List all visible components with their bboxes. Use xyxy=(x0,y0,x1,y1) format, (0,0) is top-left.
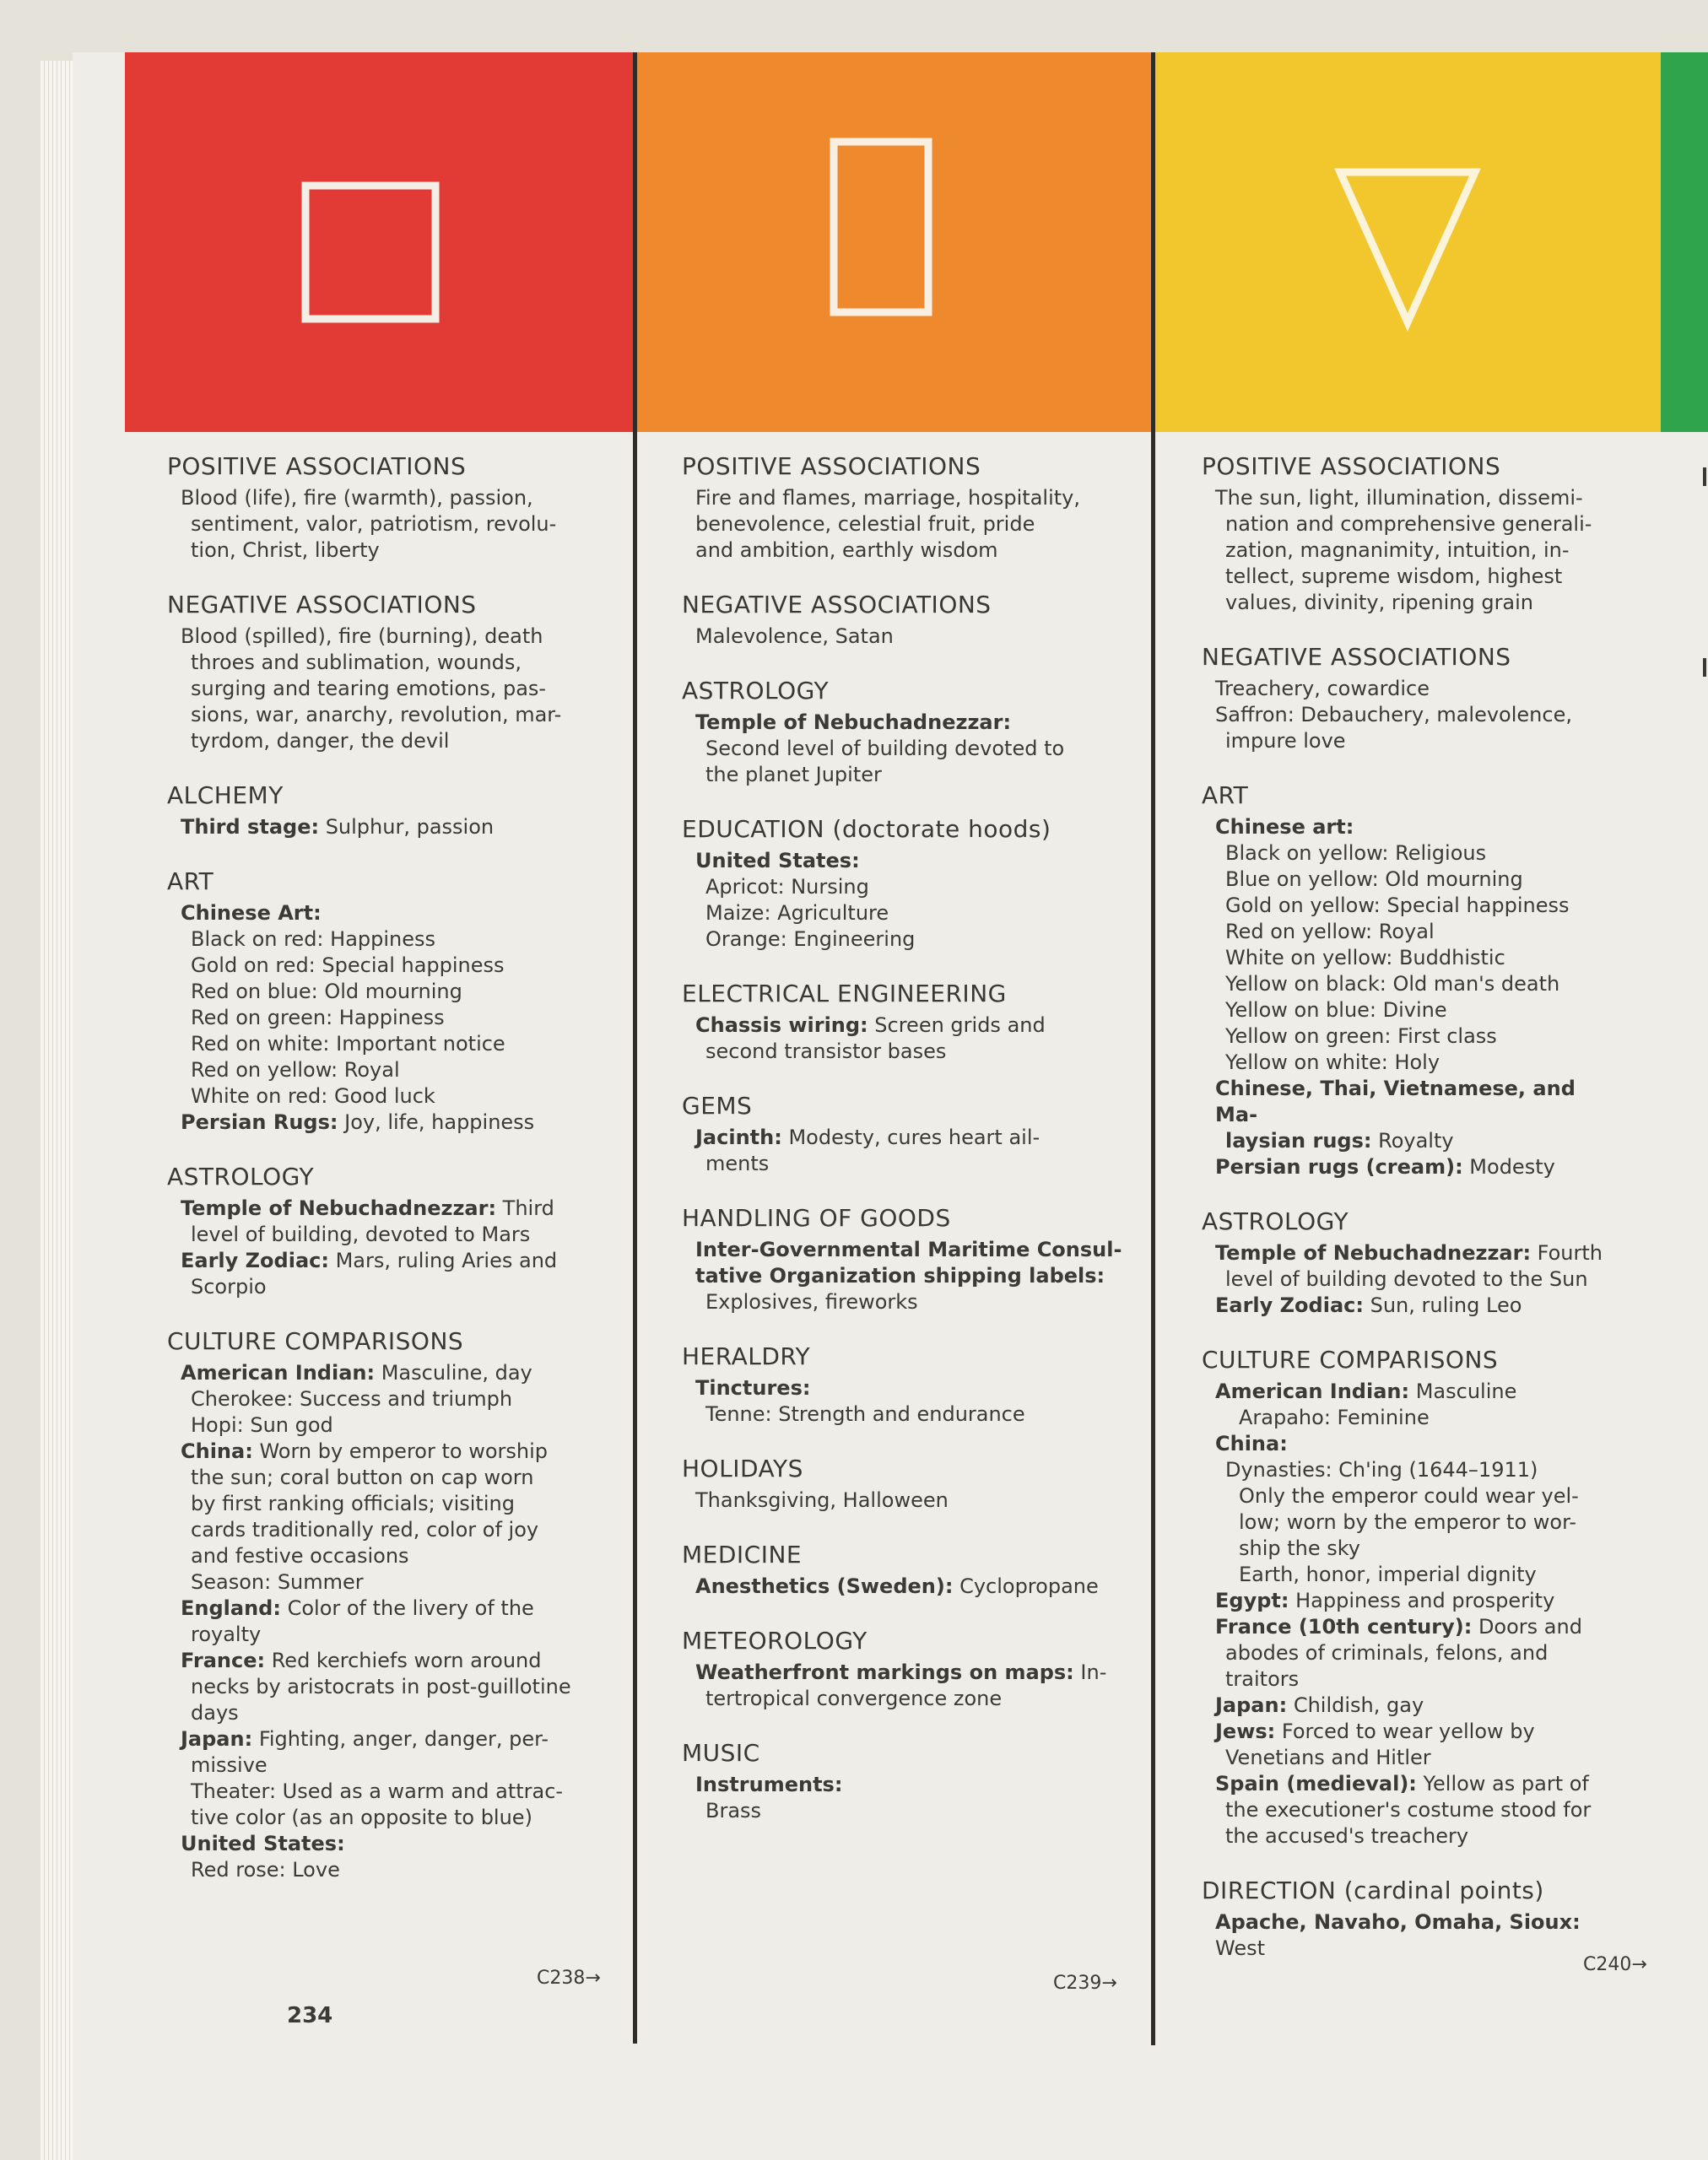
entry-text: Tenne: Strength and endurance xyxy=(705,1402,1025,1426)
section-heading: POSITIVE ASSOCIATIONS xyxy=(167,452,467,480)
entry-label: Persian Rugs: xyxy=(181,1110,338,1134)
entry-text: Scorpio xyxy=(191,1275,267,1299)
entry-label: Chinese, Thai, Vietnamese, and Ma- xyxy=(1215,1077,1576,1126)
entry-text: Masculine xyxy=(1409,1380,1517,1403)
entry-line xyxy=(682,624,1154,650)
section-heading: MEDICINE xyxy=(682,1541,803,1569)
entry-line xyxy=(1202,590,1624,616)
entry-text: Treachery, cowardice xyxy=(1215,677,1430,700)
entry-text: level of building devoted to the Sun xyxy=(1225,1267,1588,1291)
section-heading: ASTROLOGY xyxy=(682,677,830,705)
entry-text: level of building, devoted to Mars xyxy=(191,1223,531,1246)
entry-text: Sun, ruling Leo xyxy=(1363,1293,1522,1317)
entry-label: China: xyxy=(181,1439,253,1463)
entry-text: White on red: Good luck xyxy=(191,1084,435,1108)
entry-line xyxy=(167,1648,640,1674)
orange-column xyxy=(682,452,1154,1824)
entry-line xyxy=(682,511,1154,537)
entry-line xyxy=(1202,1023,1624,1050)
entry-line xyxy=(1202,1293,1624,1319)
entry-text: Venetians and Hitler xyxy=(1225,1746,1431,1769)
entry-line xyxy=(167,1779,640,1805)
entry-line xyxy=(1202,1640,1624,1666)
section-heading: METEOROLOGY xyxy=(682,1627,868,1655)
entry-text: and ambition, earthly wisdom xyxy=(695,538,998,562)
entry-line xyxy=(1202,1771,1624,1797)
section-heading: POSITIVE ASSOCIATIONS xyxy=(682,452,981,480)
entry-text: Blue on yellow: Old mourning xyxy=(1225,867,1523,891)
entry-text: Brass xyxy=(705,1799,762,1822)
entry-line xyxy=(1202,1379,1624,1405)
entry-line xyxy=(167,1596,640,1622)
entry-line xyxy=(682,762,1154,788)
entry-text: Blood (spilled), fire (burning), death xyxy=(181,624,543,648)
edge-tab-mark xyxy=(1703,658,1706,677)
entry-line xyxy=(1202,728,1624,754)
entry-line xyxy=(167,1517,640,1543)
entry-text: the executioner's costume stood for xyxy=(1225,1798,1592,1822)
green-color-band xyxy=(1661,52,1708,432)
entry-text: Fire and flames, marriage, hospitality, xyxy=(695,486,1080,510)
entry-text: Second level of building devoted to xyxy=(705,737,1065,760)
entry-text: throes and sublimation, wounds, xyxy=(191,651,522,674)
entry-line xyxy=(682,1798,1154,1824)
entry-line xyxy=(682,1488,1154,1514)
entry-text: Fighting, anger, danger, per- xyxy=(252,1727,549,1751)
entry-text: by first ranking officials; visiting xyxy=(191,1492,515,1515)
entry-text: Worn by emperor to worship xyxy=(252,1439,548,1463)
entry-label: Chassis wiring: xyxy=(695,1013,868,1037)
entry-line xyxy=(167,1439,640,1465)
entry-label: China: xyxy=(1215,1432,1288,1455)
entry-line xyxy=(167,1465,640,1491)
entry-text: benevolence, celestial fruit, pride xyxy=(695,512,1035,536)
entry-text: Black on red: Happiness xyxy=(191,927,436,951)
entry-line xyxy=(1202,1693,1624,1719)
entry-text: Orange: Engineering xyxy=(705,927,916,951)
entry-label: Chinese art: xyxy=(1215,815,1354,839)
entry-text: Black on yellow: Religious xyxy=(1225,841,1487,865)
entry-text: Doors and xyxy=(1472,1615,1582,1639)
entry-text: In- xyxy=(1073,1660,1107,1684)
entry-text: Saffron: Debauchery, malevolence, xyxy=(1215,703,1572,726)
entry-line xyxy=(167,1412,640,1439)
entry-line xyxy=(1202,1050,1624,1076)
entry-line xyxy=(1202,1719,1624,1745)
entry-line xyxy=(1202,1154,1624,1180)
entry-line xyxy=(167,926,640,953)
entry-line xyxy=(682,1660,1154,1686)
inverted-triangle-icon xyxy=(1333,165,1482,334)
cross-reference[interactable]: C238→ xyxy=(537,1968,601,1989)
entry-label: American Indian: xyxy=(1215,1380,1410,1403)
entry-text: Earth, honor, imperial dignity xyxy=(1239,1563,1537,1586)
entry-line xyxy=(1202,1266,1624,1293)
entry-text: zation, magnanimity, intuition, in- xyxy=(1225,538,1570,562)
entry-line xyxy=(167,1752,640,1779)
entry-text: Apricot: Nursing xyxy=(705,875,869,899)
entry-label: Temple of Nebuchadnezzar: xyxy=(181,1196,497,1220)
entry-text: Cherokee: Success and triumph xyxy=(191,1387,513,1411)
entry-line xyxy=(1202,1076,1624,1128)
entry-text: Red on yellow: Royal xyxy=(1225,920,1435,943)
entry-text: Maize: Agriculture xyxy=(705,901,889,925)
section-heading: NEGATIVE ASSOCIATIONS xyxy=(1202,643,1511,671)
section-heading: CULTURE COMPARISONS xyxy=(167,1327,464,1355)
entry-line xyxy=(167,1831,640,1857)
page-number: 234 xyxy=(287,2003,333,2028)
entry-line xyxy=(682,1401,1154,1428)
entry-label: American Indian: xyxy=(181,1361,376,1385)
entry-line xyxy=(682,485,1154,511)
entry-line xyxy=(167,537,640,564)
entry-line xyxy=(1202,1666,1624,1693)
entry-line xyxy=(1202,485,1624,511)
entry-text: tive color (as an opposite to blue) xyxy=(191,1806,532,1829)
entry-line xyxy=(682,874,1154,900)
section-heading: ELECTRICAL ENGINEERING xyxy=(682,980,1007,1007)
entry-text: Yellow as part of xyxy=(1416,1772,1589,1796)
entry-line xyxy=(1202,1823,1624,1850)
entry-text: cards traditionally red, color of joy xyxy=(191,1518,539,1542)
entry-line xyxy=(1202,1745,1624,1771)
entry-line xyxy=(682,1151,1154,1177)
entry-label: France (10th century): xyxy=(1215,1615,1473,1639)
entry-line xyxy=(1202,702,1624,728)
entry-line xyxy=(1202,1797,1624,1823)
entry-line xyxy=(167,1386,640,1412)
entry-line xyxy=(167,485,640,511)
entry-text: traitors xyxy=(1225,1667,1300,1691)
red-column xyxy=(167,452,640,1883)
entry-line xyxy=(682,848,1154,874)
entry-label: Third stage: xyxy=(181,815,320,839)
entry-text: sentiment, valor, patriotism, revolu- xyxy=(191,512,557,536)
entry-text: Modesty xyxy=(1462,1155,1555,1179)
entry-text: Season: Summer xyxy=(191,1570,364,1594)
section-heading: EDUCATION (doctorate hoods) xyxy=(682,815,1051,843)
entry-line xyxy=(167,624,640,650)
entry-label: Inter-Governmental Maritime Consul- xyxy=(695,1238,1122,1261)
entry-text: Gold on red: Special happiness xyxy=(191,953,505,977)
entry-text: and festive occasions xyxy=(191,1544,409,1568)
entry-line xyxy=(1202,537,1624,564)
entry-line xyxy=(1202,1128,1624,1154)
entry-text: Arapaho: Feminine xyxy=(1239,1406,1430,1429)
entry-text: second transistor bases xyxy=(705,1040,947,1063)
entry-text: ship the sky xyxy=(1239,1536,1361,1560)
entry-label: England: xyxy=(181,1596,281,1620)
entry-label: Apache, Navaho, Omaha, Sioux: xyxy=(1215,1910,1581,1934)
entry-line xyxy=(167,1031,640,1057)
entry-text: the sun; coral button on cap worn xyxy=(191,1466,534,1489)
square-icon xyxy=(300,181,441,324)
entry-text: Happiness and prosperity xyxy=(1289,1589,1555,1612)
entry-text: Cyclopropane xyxy=(953,1574,1099,1598)
entry-text: impure love xyxy=(1225,729,1346,753)
entry-text: Royalty xyxy=(1371,1129,1454,1153)
entry-text: Red on white: Important notice xyxy=(191,1032,505,1056)
entry-line xyxy=(1202,511,1624,537)
entry-text: Yellow on blue: Divine xyxy=(1225,998,1447,1022)
entry-label: Persian rugs (cream): xyxy=(1215,1155,1463,1179)
entry-text: Third xyxy=(496,1196,554,1220)
entry-text: nation and comprehensive generali- xyxy=(1225,512,1592,536)
entry-line xyxy=(167,650,640,676)
yellow-column xyxy=(1202,452,1624,1962)
entry-label: Tinctures: xyxy=(695,1376,811,1400)
entry-line xyxy=(167,1674,640,1700)
entry-line xyxy=(1202,919,1624,945)
entry-text: Mars, ruling Aries and xyxy=(328,1249,558,1272)
entry-text: Red on green: Happiness xyxy=(191,1006,445,1029)
entry-text: tyrdom, danger, the devil xyxy=(191,729,450,753)
entry-line xyxy=(167,1274,640,1300)
entry-text: missive xyxy=(191,1753,268,1777)
vertical-rectangle-icon xyxy=(829,137,933,317)
section-heading: HOLIDAYS xyxy=(682,1455,803,1482)
entry-text: Color of the livery of the xyxy=(280,1596,534,1620)
section-heading: MUSIC xyxy=(682,1739,760,1767)
entry-line xyxy=(167,1248,640,1274)
entry-line xyxy=(682,1772,1154,1798)
entry-line xyxy=(167,676,640,702)
entry-line xyxy=(167,1110,640,1136)
entry-line xyxy=(682,1574,1154,1600)
entry-line xyxy=(682,1686,1154,1712)
entry-label: laysian rugs: xyxy=(1225,1129,1372,1153)
entry-text: Red rose: Love xyxy=(191,1858,340,1882)
entry-label: Early Zodiac: xyxy=(1215,1293,1364,1317)
entry-text: tion, Christ, liberty xyxy=(191,538,380,562)
entry-text: Theater: Used as a warm and attrac- xyxy=(191,1779,564,1803)
entry-line xyxy=(167,511,640,537)
entry-line xyxy=(1202,971,1624,997)
entry-label: Jacinth: xyxy=(695,1126,782,1149)
book-page xyxy=(73,52,1708,2160)
entry-text: Yellow on black: Old man's death xyxy=(1225,972,1560,996)
entry-line xyxy=(167,1222,640,1248)
entry-line xyxy=(167,728,640,754)
entry-label: Weatherfront markings on maps: xyxy=(695,1660,1074,1684)
entry-text: Blood (life), fire (warmth), passion, xyxy=(181,486,533,510)
section-heading: DIRECTION (cardinal points) xyxy=(1202,1876,1544,1904)
entry-line xyxy=(1202,814,1624,840)
cross-reference[interactable]: C239→ xyxy=(1053,1973,1117,1994)
section-heading: ART xyxy=(167,867,214,895)
entry-text: Forced to wear yellow by xyxy=(1275,1720,1535,1743)
entry-text: abodes of criminals, felons, and xyxy=(1225,1641,1549,1665)
section-heading: ASTROLOGY xyxy=(1202,1207,1349,1235)
entry-label: Instruments: xyxy=(695,1773,843,1796)
entry-text: West xyxy=(1215,1936,1266,1960)
entry-line xyxy=(167,1622,640,1648)
entry-line xyxy=(167,1700,640,1726)
entry-line xyxy=(167,1857,640,1883)
entry-text: White on yellow: Buddhistic xyxy=(1225,946,1505,969)
entry-text: the accused's treachery xyxy=(1225,1824,1469,1848)
entry-line xyxy=(682,1237,1154,1263)
entry-text: low; worn by the emperor to wor- xyxy=(1239,1510,1577,1534)
entry-text: Yellow on white: Holy xyxy=(1225,1050,1440,1074)
entry-text: values, divinity, ripening grain xyxy=(1225,591,1534,614)
entry-text: tertropical convergence zone xyxy=(705,1687,1003,1710)
entry-text: royalty xyxy=(191,1623,262,1646)
entry-text: sions, war, anarchy, revolution, mar- xyxy=(191,703,562,726)
entry-label: tative Organization shipping labels: xyxy=(695,1264,1105,1288)
entry-line xyxy=(1202,1536,1624,1562)
entry-label: Egypt: xyxy=(1215,1589,1289,1612)
entry-line xyxy=(1202,564,1624,590)
entry-line xyxy=(682,1263,1154,1289)
entry-line xyxy=(167,1005,640,1031)
entry-line xyxy=(167,1805,640,1831)
entry-line xyxy=(682,1012,1154,1039)
entry-line xyxy=(682,736,1154,762)
section-heading: GEMS xyxy=(682,1092,753,1120)
entry-text: Hopi: Sun god xyxy=(191,1413,333,1437)
entry-line xyxy=(167,1057,640,1083)
entry-line xyxy=(167,1491,640,1517)
entry-line xyxy=(682,1039,1154,1065)
entry-label: Japan: xyxy=(181,1727,253,1751)
entry-text: ments xyxy=(705,1152,770,1175)
entry-label: Spain (medieval): xyxy=(1215,1772,1417,1796)
entry-line xyxy=(682,537,1154,564)
entry-line xyxy=(682,900,1154,926)
entry-text: Red on blue: Old mourning xyxy=(191,980,462,1003)
section-heading: CULTURE COMPARISONS xyxy=(1202,1346,1499,1374)
entry-text: Fourth xyxy=(1531,1241,1603,1265)
entry-line xyxy=(1202,945,1624,971)
entry-text: Gold on yellow: Special happiness xyxy=(1225,894,1570,917)
section-heading: HERALDRY xyxy=(682,1342,811,1370)
entry-line xyxy=(167,814,640,840)
section-heading: NEGATIVE ASSOCIATIONS xyxy=(167,591,477,618)
entry-line xyxy=(682,1289,1154,1315)
entry-text: Masculine, day xyxy=(375,1361,532,1385)
entry-line xyxy=(1202,997,1624,1023)
entry-text: Only the emperor could wear yel- xyxy=(1239,1484,1579,1508)
entry-text: Childish, gay xyxy=(1287,1693,1424,1717)
section-heading: NEGATIVE ASSOCIATIONS xyxy=(682,591,992,618)
entry-text: Joy, life, happiness xyxy=(338,1110,535,1134)
entry-line xyxy=(1202,840,1624,867)
section-heading: ASTROLOGY xyxy=(167,1163,315,1191)
entry-line xyxy=(1202,893,1624,919)
entry-line xyxy=(682,1125,1154,1151)
entry-text: The sun, light, illumination, dissemi- xyxy=(1215,486,1583,510)
entry-line xyxy=(1202,1588,1624,1614)
edge-tab-mark xyxy=(1703,467,1706,486)
entry-label: Early Zodiac: xyxy=(181,1249,329,1272)
entry-line xyxy=(167,1083,640,1110)
entry-label: Anesthetics (Sweden): xyxy=(695,1574,954,1598)
section-heading: HANDLING OF GOODS xyxy=(682,1204,951,1232)
entry-line xyxy=(1202,1614,1624,1640)
entry-line xyxy=(682,710,1154,736)
entry-line xyxy=(1202,867,1624,893)
entry-line xyxy=(167,1543,640,1569)
entry-text: Yellow on green: First class xyxy=(1225,1024,1497,1048)
entry-line xyxy=(1202,1240,1624,1266)
entry-text: Explosives, fireworks xyxy=(705,1290,918,1314)
entry-label: United States: xyxy=(181,1832,345,1855)
entry-line xyxy=(1202,1431,1624,1457)
entry-line xyxy=(167,979,640,1005)
entry-text: Thanksgiving, Halloween xyxy=(695,1488,949,1512)
entry-text: Dynasties: Ch'ing (1644–1911) xyxy=(1225,1458,1538,1482)
entry-line xyxy=(1202,1405,1624,1431)
entry-text: Modesty, cures heart ail- xyxy=(781,1126,1040,1149)
entry-line xyxy=(167,702,640,728)
entry-label: France: xyxy=(181,1649,266,1672)
entry-line xyxy=(1202,1509,1624,1536)
section-heading: ALCHEMY xyxy=(167,781,284,809)
entry-line xyxy=(167,953,640,979)
entry-text: necks by aristocrats in post-guillotine xyxy=(191,1675,571,1698)
section-heading: POSITIVE ASSOCIATIONS xyxy=(1202,452,1501,480)
cross-reference[interactable]: C240→ xyxy=(1583,1954,1647,1975)
entry-line xyxy=(167,1196,640,1222)
entry-text: Malevolence, Satan xyxy=(695,624,894,648)
section-heading: ART xyxy=(1202,781,1249,809)
entry-line xyxy=(1202,1457,1624,1483)
entry-text: Red kerchiefs worn around xyxy=(265,1649,542,1672)
entry-line xyxy=(682,1375,1154,1401)
entry-text: Screen grids and xyxy=(868,1013,1046,1037)
entry-line xyxy=(682,926,1154,953)
entry-line xyxy=(167,900,640,926)
entry-label: United States: xyxy=(695,849,860,872)
entry-text: days xyxy=(191,1701,239,1725)
entry-line xyxy=(1202,1562,1624,1588)
entry-label: Temple of Nebuchadnezzar: xyxy=(695,710,1012,734)
entry-line xyxy=(167,1360,640,1386)
entry-label: Temple of Nebuchadnezzar: xyxy=(1215,1241,1532,1265)
entry-line xyxy=(1202,1483,1624,1509)
entry-label: Japan: xyxy=(1215,1693,1288,1717)
entry-line xyxy=(167,1569,640,1596)
entry-line xyxy=(167,1726,640,1752)
entry-line xyxy=(1202,676,1624,702)
entry-label: Chinese Art: xyxy=(181,901,322,925)
entry-label: Jews: xyxy=(1215,1720,1276,1743)
entry-text: the planet Jupiter xyxy=(705,763,882,786)
entry-text: Red on yellow: Royal xyxy=(191,1058,400,1082)
entry-line xyxy=(1202,1909,1624,1962)
entry-text: tellect, supreme wisdom, highest xyxy=(1225,564,1563,588)
entry-text: Sulphur, passion xyxy=(319,815,495,839)
entry-text: surging and tearing emotions, pas- xyxy=(191,677,547,700)
